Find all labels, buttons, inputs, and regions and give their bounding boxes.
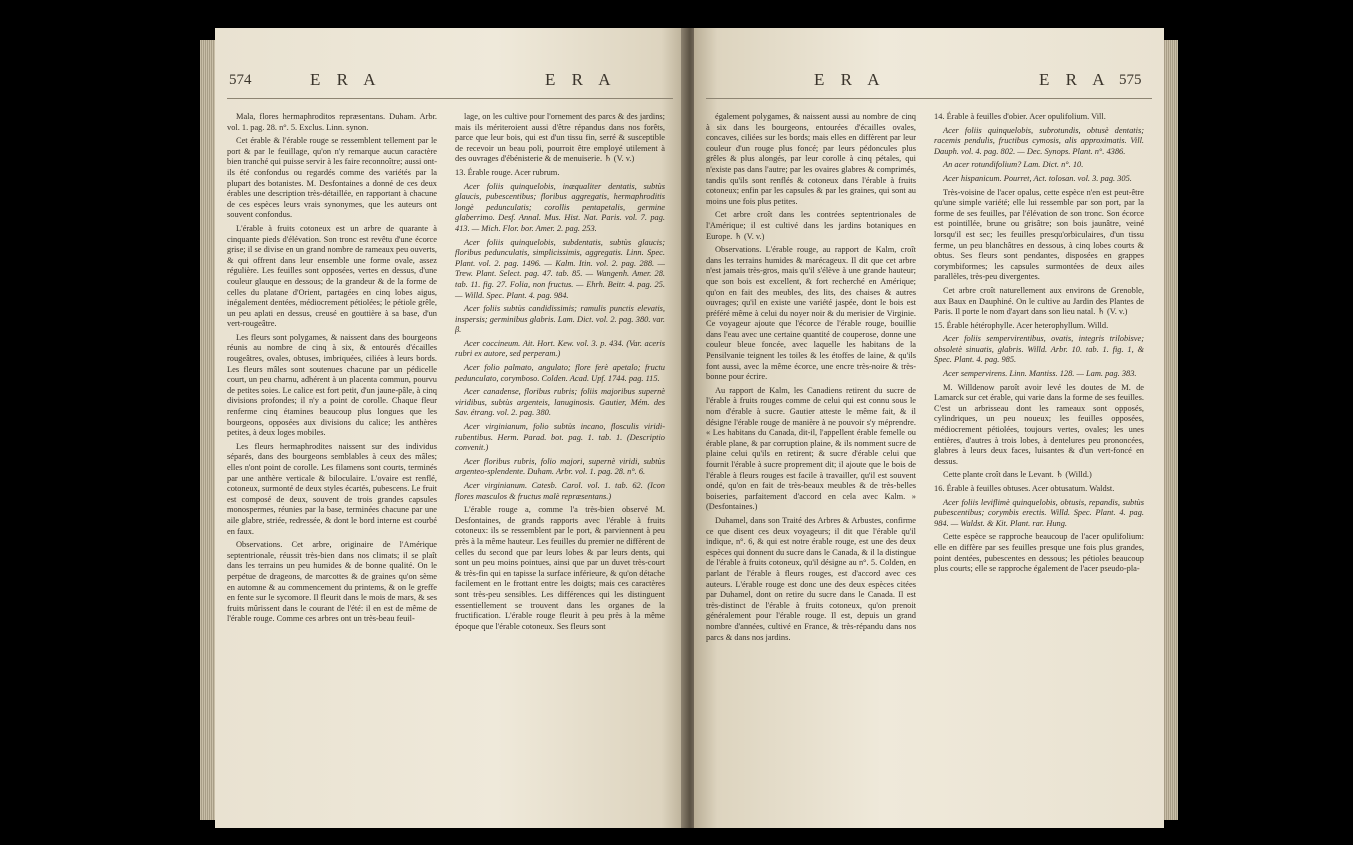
paragraph: Acer virginianum, folio subtùs incano, flosculis viridi-rubentibus. Herm. Parad. bot. pag. 1. tab. 1. (Descriptio convenit.) [455,422,665,453]
running-head-second: E R A [1039,70,1111,89]
text-column-left [706,112,916,646]
paragraph: Cet érable & l'érable rouge se ressemblent tellement par le port & par le feuillage, qu'on n'y remarque aucun caractère bien tranché qui puisse servir à les faire reconnoître; aussi ont-ils été confondus ou regardés comme des variétés par la plupart des botanistes. M. Desfontaines a donné de ces deux érables une description très-détaillée, en rapportant à chacune de ces espèces leurs vrais synonymes, que les auteurs ont souvent confondus. [227,136,437,220]
paragraph: Acer foliis quinquelobis, inæqualiter dentatis, subtùs glaucis, pubescentibus; floribus aggregatis, hermaphroditis longè pedunculatis; corollis pentapetalis, germine glaberrimo. Desf. Annal. Mus. Hist. Nat. Paris. vol. 7. pag. 413. — Mich. Flor. bor. Amer. 2. pag. 253. [455,181,665,233]
running-head-second: E R A [545,70,617,89]
paragraph: 16. Érable à feuilles obtuses. Acer obtusatum. Waldst. [934,484,1115,493]
paragraph: Acer sempervirens. Linn. Mantiss. 128. — Lam. pag. 383. [943,369,1137,379]
paragraph: Acer hispanicum. Pourret, Act. tolosan. vol. 3. pag. 305. [943,173,1132,183]
running-head: E R A [814,70,886,89]
paragraph: Cette espèce se rapproche beaucoup de l'acer opulifolium: elle en diffère par ses feuilles presque une fois plus grandes, point dentées, pubescentes en dessous; les pétioles beaucoup plus courts; elle se rapproche également de l'acer pseudo-pla- [934,532,1144,574]
paragraph: An acer rotundifolium? Lam. Dict. n°. 10. [943,160,1084,170]
paragraph: Cet arbre croît naturellement aux environs de Grenoble, aux Baux en Dauphiné. On le cultive au Jardin des Plantes de Paris. Il porte le nom d'ayart dans son lieu natal. ♄ (V. v.) [934,285,1144,317]
paragraph: Acer foliis sempervirentibus, ovatis, integris trilobisve; obsoletè sinuatis, glabris. Willd. Arbr. 10. tab. 1. fig. 1, & Spec. Plant. 4. pag. 985. [934,334,1144,365]
paragraph: 15. Érable hétérophylle. Acer heterophyllum. Willd. [934,320,1109,330]
paragraph: Acer folio palmato, angulato; flore ferè apetalo; fructu pedunculato, corymboso. Colden. Acad. Upf. 1744. pag. 115. [455,363,665,383]
paragraph: lage, on les cultive pour l'ornement des parcs & des jardins; mais ils mériteroient aussi d'être répandus dans nos forêts, parce que leur bois, qui est d'un tissu fin, serré & susceptible de recevoir un beau poli, pourroit être employé utilement à des ouvrages d'ébénisterie & de menuiserie. ♄ (V. v.) [455,112,665,164]
paragraph: Observations. Cet arbre, originaire de l'Amérique septentrionale, réussit très-bien dans nos climats; il se plaît dans les terrains un peu humides & de bonne qualité. On le perpétue de drageons, de marcottes & de graines qu'on sème en automne & au commencement du printems, & on le greffe en fente sur le sycomore. Il fleurit dans le mois de mars, & ses fruits mûrissent dans le courant de l'été: il en est de même de l'érable rouge. Comme ces arbres ont un très-beau feuil- [227,540,437,624]
paragraph: Cet arbre croît dans les contrées septentrionales de l'Amérique; il est cultivé dans les jardins botaniques en Europe. ♄ (V. v.) [706,210,916,241]
left-page [215,28,685,828]
header-rule [227,98,673,99]
paragraph: également polygames, & naissent aussi au nombre de cinq à six dans les bourgeons, entourées d'écailles ovales, concaves, ciliées sur les bords; mais elles en diffèrent par leur couleur d'un rouge plus foncé; par leurs pédoncules plus grêles & plus alongés, par leur corolle à cinq pétales, qui n'existe pas dans l'autre; par les ovaires glabres & comprimés, tandis qu'ils sont renflés & cotoneux dans l'érable à fruits cotoneux; enfin par les capsules & par les graines, qui sont au moins une fois plus petites. [706,112,916,206]
paragraph: Les fleurs hermaphrodites naissent sur des individus séparés, dans des bourgeons semblables à ceux des mâles; elles n'ont point de corolle. Les filamens sont courts, terminés par une anthère verticale & biloculaire. L'ovaire est renflé, cotoneux, surmonté de deux styles écartés, pubescens. Le fruit est composé de deux, souvent de trois grandes capsules monospermes, réunies par la base, terminées chacune par une aile glabre, striée, redressée, & dont le bord interne est courbé en faux. [227,441,437,536]
paragraph: Mala, flores hermaphroditos repræsentans. Duham. Arbr. vol. 1. pag. 28. n°. 5. Exclus. Linn. synon. [227,112,437,132]
paragraph: Acer foliis quinquelobis, subdentatis, subtùs glaucis; floribus pedunculatis, simplicissimis, aggregatis. Linn. Spec. Plant. vol. 2. pag. 1496. — Kalm. Itin. vol. 2. pag. 288. — Trew. Plant. Select. pag. 47. tab. 85. — Wangenh. Amer. 28. tab. 11. fig. 27. Folia, non fructus. — Ehrh. Beitr. 4. pag. 25. — Willd. Spec. Plant. 4. pag. 984. [455,237,665,300]
running-head: E R A [310,70,382,89]
paragraph: Cette plante croît dans le Levant. ♄ (Willd.) [943,470,1092,480]
page-number: 575 [1119,72,1142,88]
paragraph: Acer foliis leviflimè quinquelobis, obtusis, repandis, subtùs pubescentibus; corymbis erectis. Willd. Spec. Plant. 4. pag. 984. — Waldst. & Kit. Plant. rar. Hung. [934,497,1144,528]
text-column-right [934,112,1144,578]
paragraph: Acer foliis subtùs candidissimis; ramulis punctis elevatis, inspersis; germinibus glabris. Lam. Dict. vol. 2. pag. 380. var. β. [455,304,665,335]
page-edges-right [1162,40,1178,820]
paragraph: Acer virginianum. Catesb. Carol. vol. 1. tab. 62. (Icon flores masculos & fructus malè repræsentans.) [455,481,665,501]
paragraph: L'érable rouge a, comme l'a très-bien observé M. Desfontaines, de grands rapports avec l'érable à fruits cotoneux: ils se ressemblent par le port, & parviennent à peu près à la même hauteur. Les feuilles du premier ne diffèrent de celles du second que par leurs lobes & par leurs dents, qui sont un peu moins pointues, ainsi que par un duvet très-court & très-fin qui en tapisse la surface inférieure, & qu'on détache facilement en le frottant entre les doigts; mais ces caractères sont très-peu sensibles. Les différences qui les distinguent essentiellement se trouvent dans les organes de la fructification. L'érable rouge fleurit à peu près à la même époque que l'érable cotoneux. Ses fleurs sont [455,505,665,631]
paragraph: Acer coccineum. Ait. Hort. Kew. vol. 3. p. 434. (Var. aceris rubri ex autore, sed perperam.) [455,338,665,359]
paragraph: Acer foliis quinquelobis, subrotundis, obtusè dentatis; racemis pendulis, fructibus cymosis, alis approximatis. Vill. Dauph. vol. 4. pag. 802. — Dec. Synops. Plant. n°. 4386. [934,125,1144,156]
paragraph: 14. Érable à feuilles d'obier. Acer opulifolium. Vill. [934,112,1106,121]
paragraph: Acer floribus rubris, folio majori, supernè viridi, subtùs argenteo-splendente. Duham. Arbr. vol. 1. pag. 28. n°. 6. [455,456,665,477]
paragraph: 13. Érable rouge. Acer rubrum. [455,167,560,177]
page-number: 574 [229,72,252,88]
paragraph: Observations. L'érable rouge, au rapport de Kalm, croît dans les terrains humides & marécageux. Il dit que cet arbre n'est jamais très-gros, mais qu'il s'élève à une grande hauteur; que son bois est excellent, & fort recherché en Amérique; qu'on en fait des meubles, des lits, des chaises & autres ouvrages; qu'il en existe une variété jaspée, dont le bois est préféré même à celui du noyer noir & du merisier de Virginie. Ce voyageur ajoute que l'écorce de l'érable rouge, bouillie dans l'eau avec une certaine quantité de couperose, donne une couleur bleue foncée, avec laquelle les habitans de la Pensilvanie teignent les toiles & les étoffes de laine, & qu'ils font aussi, avec la même écorce, une encre très-noire & très-bonne pour écrire. [706,245,916,382]
page-edges-left [200,40,216,820]
paragraph: Très-voisine de l'acer opalus, cette espèce n'en est peut-être qu'une simple variété; elle lui ressemble par son port, par la forme de ses feuilles, par l'élévation de son tronc. Son écorce est pointillée, brune ou grisâtre; son bois jaunâtre, veiné lorsqu'il est sec; les feuilles presqu'orbiculaires, d'un tissu ferme, un peu blanchâtres en dessous, à cinq lobes courts & obtus. Ses fleurs sont pendantes, disposées en grappes corymbiformes; les capsules surmontées de deux ailes parallèles, très-peu divergentes. [934,187,1144,282]
header-rule [706,98,1152,99]
right-page [694,28,1164,828]
paragraph: Au rapport de Kalm, les Canadiens retirent du sucre de l'érable à fruits rouges comme de celui qui est connu sous le nom d'érable à sucre. Gautier atteste le même fait, & il désigne l'érable rouge de manière à ne pouvoir s'y méprendre. « Les habitans du Canada, dit-il, l'appellent érable femelle ou érable plane, & par corruption plaine, & ils nomment sucre de plaine celui qu'ils en retirent; & sucre d'érable celui que fournit l'érable à sucre proprement dit; il ajoute que le bois de l'érable à fleurs rouges est facile à travailler, qu'il est souvent ondé, qu'on en fait de très-beaux meubles & de très-belles boiseries, parfaitement d'accord en cela avec Kalm. » (Desfontaines.) [706,385,916,512]
paragraph: M. Willdenow paroît avoir levé les doutes de M. de Lamarck sur cet érable, qui varie dans la forme de ses feuilles. C'est un arbrisseau dont les rameaux sont opposés, cylindriques, un peu noueux; les feuilles opposées, médiocrement pétiolées, toujours vertes, ovales; les unes entières, d'autres à trois lobes, à dentelures peu prononcées, glabres à leurs deux faces, luisantes & d'un vert-foncé en dessus. [934,382,1144,466]
paragraph: L'érable à fruits cotoneux est un arbre de quarante à cinquante pieds d'élévation. Son tronc est revêtu d'une écorce grise; il se divise en un grand nombre de rameaux peu ouverts, & qui offrent dans leur ensemble une forme ovale, assez régulière. Les feuilles sont opposées, vertes en dessus, d'une couleur glauque en dessous; de la grandeur & de la forme de celles du platane d'Orient, partagées en cinq lobes aigus, inégalement dentées, médiocrement pétiolées; le pétiole grêle, un peu aplati en dessus, creusé en gouttière à sa base, d'un vert-rougeâtre. [227,223,437,329]
paragraph: Duhamel, dans son Traité des Arbres & Arbustes, confirme ce que disent ces deux voyageurs; il dit que l'érable qu'il indique, n°. 6, & qui est notre érable rouge, est une des deux espèces qui donnent du sucre dans le Canada, & il la distingue de l'érable à fruits cotoneux, qu'il désigne au n°. 5. Colden, en parlant de l'érable à fleurs rouges, est d'accord avec ces auteurs. L'érable rouge est donc une des deux espèces citées par Duhamel, dont on retire du sucre dans le Canada. Il est très-distinct de l'érable à fruits cotoneux, qu'on prenoit généralement pour l'érable rouge. Il est, depuis un grand nombre d'années, cultivé en France, & très-répandu dans nos parcs & dans nos jardins. [706,515,916,642]
text-column-right [455,112,665,635]
paragraph: Les fleurs sont polygames, & naissent dans des bourgeons réunis au nombre de cinq à six, & entourés d'écailles rougeâtres, ovales, obtuses, imbriquées, ciliées à leurs bords. Les fleurs mâles sont soutenues chacune par un pédicelle court, un peu charnu, adhérent à un placenta commun, pourvu de petites soies. Le calice est fort petit, d'un jaune-pâle, à cinq divisions profondes; il n'y a point de corolle. Chaque fleur renferme cinq étamines beaucoup plus longues que les bourgeons, opposées aux divisions du calice; les anthères petites, à deux loges mobiles. [227,332,437,438]
text-column-left [227,112,437,628]
paragraph: Acer canadense, floribus rubris; foliis majoribus supernè viridibus, subtùs argenteis, lanuginosis. Gautier, Mém. des Sav. étrang. vol. 2. pag. 380. [455,387,665,418]
